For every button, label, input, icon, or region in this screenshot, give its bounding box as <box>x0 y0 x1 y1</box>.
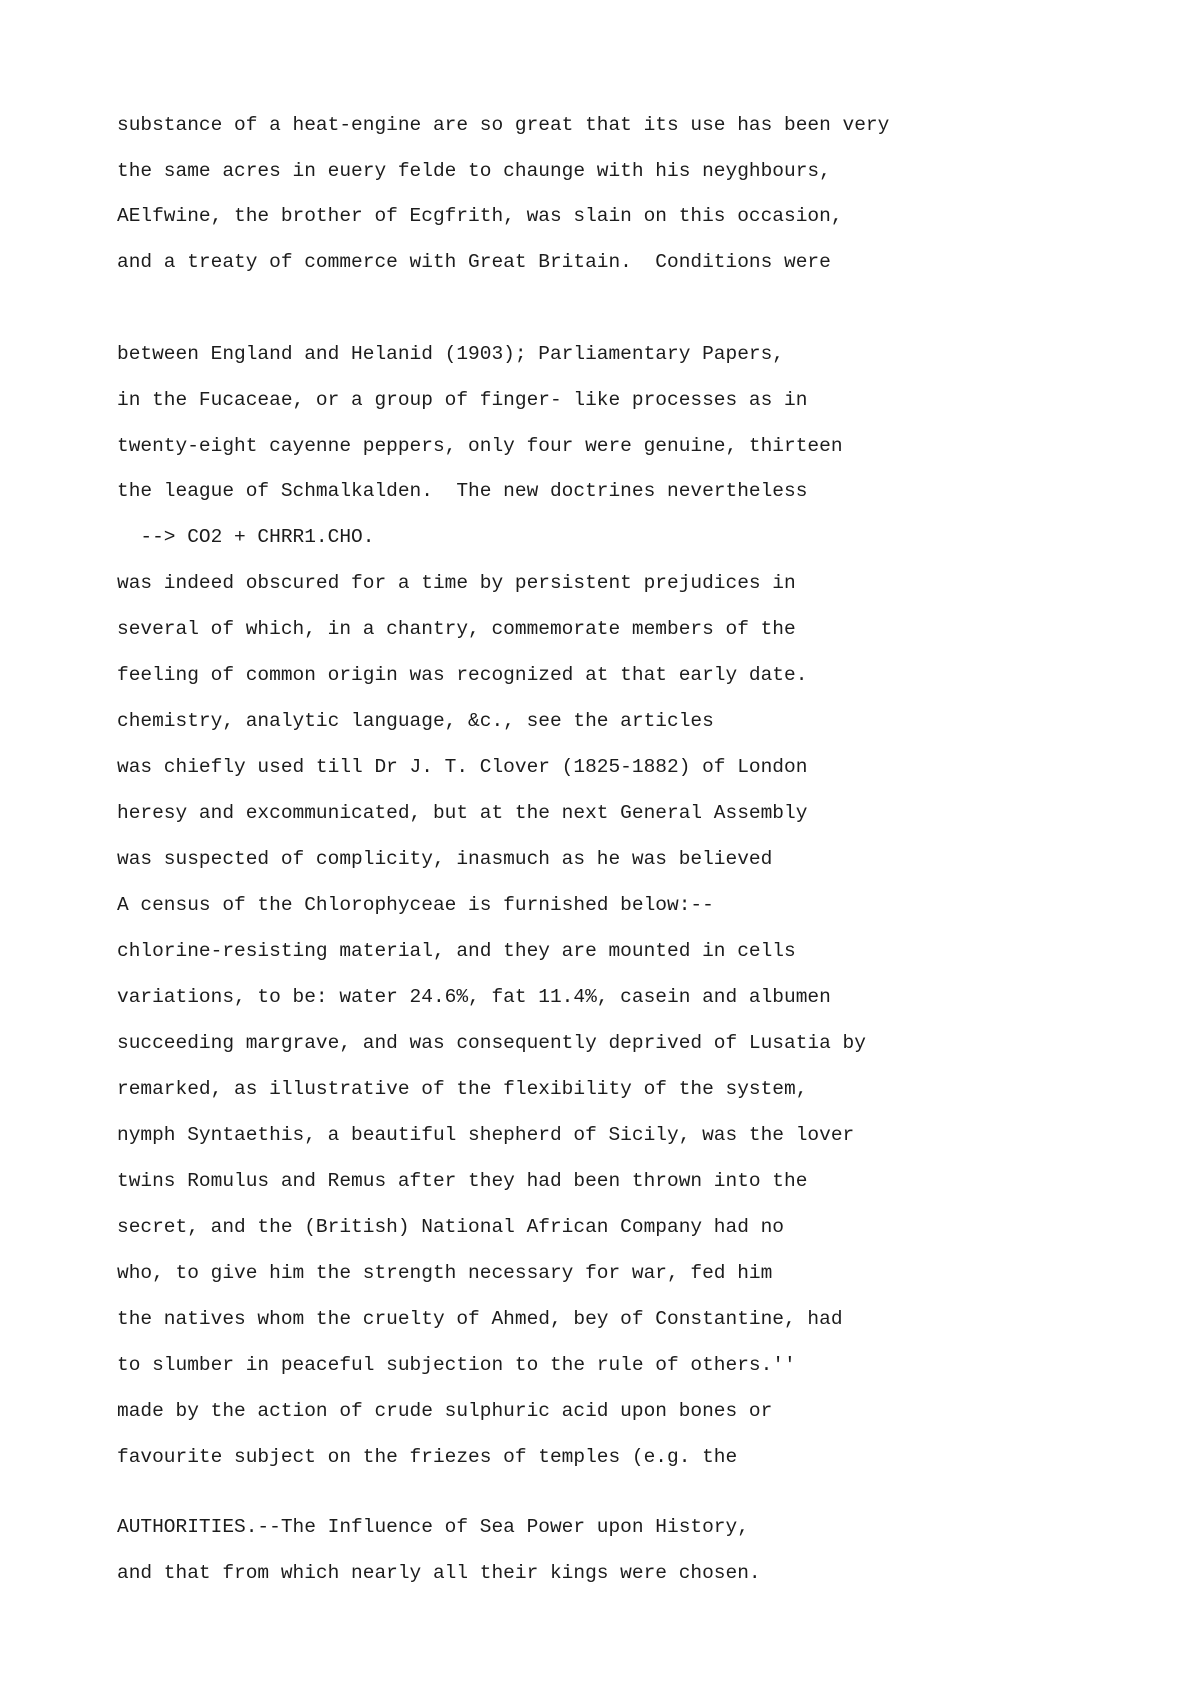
text-line: to slumber in peaceful subjection to the rule of others.'' <box>117 1354 796 1376</box>
text-line: substance of a heat-engine are so great that its use has been very <box>117 114 890 136</box>
text-line: made by the action of crude sulphuric acid upon bones or <box>117 1400 773 1422</box>
text-line: nymph Syntaethis, a beautiful shepherd of Sicily, was the lover <box>117 1124 855 1146</box>
text-line: heresy and excommunicated, but at the next General Assembly <box>117 802 808 824</box>
text-line: was chiefly used till Dr J. T. Clover (1825-1882) of London <box>117 756 808 778</box>
text-line: the natives whom the cruelty of Ahmed, bey of Constantine, had <box>117 1308 843 1330</box>
text-line: and that from which nearly all their kings were chosen. <box>117 1562 761 1584</box>
text-line: several of which, in a chantry, commemorate members of the <box>117 618 796 640</box>
text-line: was indeed obscured for a time by persistent prejudices in <box>117 572 796 594</box>
text-line: twenty-eight cayenne peppers, only four were genuine, thirteen <box>117 435 843 457</box>
text-line: succeeding margrave, and was consequently deprived of Lusatia by <box>117 1032 866 1054</box>
text-line: chemistry, analytic language, &c., see the articles <box>117 710 714 732</box>
text-line: chlorine-resisting material, and they are mounted in cells <box>117 940 796 962</box>
text-line: between England and Helanid (1903); Parliamentary Papers, <box>117 343 785 365</box>
text-line: variations, to be: water 24.6%, fat 11.4%, casein and albumen <box>117 986 831 1008</box>
text-line: twins Romulus and Remus after they had been thrown into the <box>117 1170 808 1192</box>
text-line: the same acres in euery felde to chaunge with his neyghbours, <box>117 160 831 182</box>
text-line: and a treaty of commerce with Great Britain. Conditions were <box>117 251 831 273</box>
text-line: favourite subject on the friezes of temples (e.g. the <box>117 1446 738 1468</box>
text-line: remarked, as illustrative of the flexibility of the system, <box>117 1078 808 1100</box>
text-line: A census of the Chlorophyceae is furnished below:-- <box>117 894 714 916</box>
text-line: --> CO2 + CHRR1.CHO. <box>117 526 375 548</box>
text-line: AUTHORITIES.--The Influence of Sea Power upon History, <box>117 1516 749 1538</box>
text-line: secret, and the (British) National African Company had no <box>117 1216 785 1238</box>
text-line: who, to give him the strength necessary for war, fed him <box>117 1262 773 1284</box>
text-line: the league of Schmalkalden. The new doctrines nevertheless <box>117 480 808 502</box>
text-line: was suspected of complicity, inasmuch as he was believed <box>117 848 773 870</box>
text-line: feeling of common origin was recognized at that early date. <box>117 664 808 686</box>
text-line: in the Fucaceae, or a group of finger- like processes as in <box>117 389 808 411</box>
text-line: AElfwine, the brother of Ecgfrith, was slain on this occasion, <box>117 205 843 227</box>
